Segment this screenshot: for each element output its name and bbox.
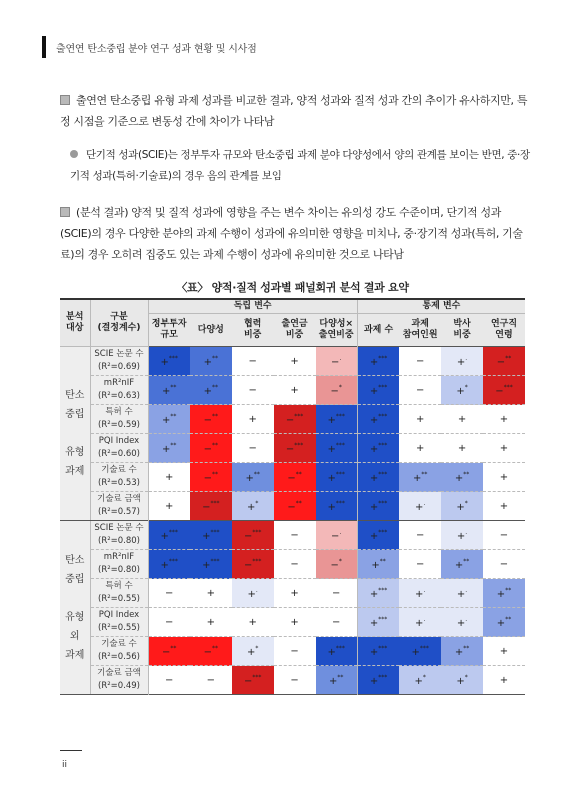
result-cell: +* (399, 666, 441, 695)
result-cell: + (148, 492, 190, 521)
result-cell: +** (483, 608, 525, 637)
result-cell: +** (399, 463, 441, 492)
result-cell: +*** (357, 608, 399, 637)
result-cell: − (148, 579, 190, 608)
result-cell: +*** (190, 521, 232, 550)
result-cell: − (148, 608, 190, 637)
result-cell: +** (232, 463, 274, 492)
result-cell: +** (190, 376, 232, 405)
result-cell: − (399, 347, 441, 376)
summary-paragraph-1 (60, 90, 530, 132)
result-cell: + (399, 434, 441, 463)
header-col-3: 출연금 비중 (274, 314, 316, 347)
result-cell: − (232, 347, 274, 376)
result-cell: +*** (357, 376, 399, 405)
result-cell: − (316, 579, 358, 608)
header-col-0: 정부투자 규모 (148, 314, 190, 347)
footer-rule (60, 750, 82, 751)
table-row (60, 492, 525, 521)
table-row (60, 666, 525, 695)
group-label: 탄소 중립 유형 과제 (60, 347, 90, 521)
result-cell: +*** (190, 550, 232, 579)
result-cell: + (190, 608, 232, 637)
header-col-8: 연구직 연령 (483, 314, 525, 347)
header-title: 출연연 탄소중립 분야 연구 성과 현황 및 시사점 (56, 44, 257, 55)
result-cell: −*** (190, 492, 232, 521)
result-cell: +*** (357, 492, 399, 521)
table-row (60, 521, 525, 550)
result-cell: +* (232, 492, 274, 521)
result-cell: +* (441, 376, 483, 405)
result-cell: − (483, 550, 525, 579)
result-cell: + (274, 347, 316, 376)
header-analysis-target: 분석 대상 (60, 299, 90, 347)
row-label: 기술료 금액 (R²=0.57) (90, 492, 148, 521)
result-cell: +* (441, 492, 483, 521)
table-row (60, 579, 525, 608)
result-cell: −*** (483, 376, 525, 405)
result-cell: + (483, 463, 525, 492)
table-row (60, 434, 525, 463)
result-cell: +*** (316, 434, 358, 463)
header-col-5: 과제 수 (357, 314, 399, 347)
result-cell: − (399, 376, 441, 405)
result-cell: +*** (357, 637, 399, 666)
result-cell: + (399, 405, 441, 434)
result-cell: +*** (357, 666, 399, 695)
result-cell: +. (441, 347, 483, 376)
result-cell: − (274, 666, 316, 695)
result-cell: − (483, 521, 525, 550)
result-cell: −** (190, 405, 232, 434)
row-label: PQI Index (R²=0.55) (90, 608, 148, 637)
result-cell: − (232, 376, 274, 405)
result-cell: − (399, 550, 441, 579)
row-label: 기술료 금액 (R²=0.49) (90, 666, 148, 695)
result-cell: + (441, 405, 483, 434)
result-cell: +* (441, 666, 483, 695)
table-row (60, 608, 525, 637)
row-label: SCIE 논문 수 (R²=0.69) (90, 347, 148, 376)
result-cell: −* (316, 376, 358, 405)
result-cell: +*** (148, 347, 190, 376)
sub-point-text: 단기적 성과(SCIE)는 정부투자 규모와 탄소중립 과제 분야 다양성에서 양의 관계를 보이는 반면, 중·장기적 성과(특허·기술료)의 경우 음의 관계를 보임 (70, 149, 530, 182)
result-cell: + (483, 405, 525, 434)
result-cell: + (232, 608, 274, 637)
result-cell: −. (316, 521, 358, 550)
result-cell: + (483, 637, 525, 666)
page-number: ii (62, 760, 68, 770)
row-label: 기술료 수 (R²=0.53) (90, 463, 148, 492)
header-independent-vars: 독립 변수 (148, 299, 357, 314)
result-cell: +*** (357, 347, 399, 376)
result-cell: − (190, 666, 232, 695)
result-cell: + (274, 608, 316, 637)
row-label: 기술료 수 (R²=0.56) (90, 637, 148, 666)
header-category: 구분 (결정계수) (90, 299, 148, 347)
result-cell: + (274, 376, 316, 405)
result-cell: −*** (274, 434, 316, 463)
result-cell: +** (148, 405, 190, 434)
running-header (42, 36, 542, 58)
group-label: 탄소 중립 유형 외 과제 (60, 521, 90, 695)
result-cell: +*** (148, 521, 190, 550)
result-cell: + (274, 579, 316, 608)
table-row (60, 637, 525, 666)
result-cell: +*** (148, 550, 190, 579)
result-cell: − (274, 521, 316, 550)
result-cell: +** (357, 550, 399, 579)
result-cell: + (483, 492, 525, 521)
result-cell: + (441, 434, 483, 463)
result-cell: +*** (316, 405, 358, 434)
result-cell: +. (441, 521, 483, 550)
table-row (60, 347, 525, 376)
header-col-6: 과제 참여인원 (399, 314, 441, 347)
result-cell: +** (441, 463, 483, 492)
result-cell: +* (232, 637, 274, 666)
result-cell: − (148, 666, 190, 695)
result-cell: − (316, 608, 358, 637)
table-row (60, 405, 525, 434)
result-cell: + (190, 579, 232, 608)
result-cell: + (483, 434, 525, 463)
regression-results-table (60, 298, 525, 695)
result-cell: +*** (316, 463, 358, 492)
paragraph-text: 출연연 탄소중립 유형 과제 성과를 비교한 결과, 양적 성과와 질적 성과 간의 추이가 유사하지만, 특정 시점을 기준으로 변동성 간에 차이가 나타남 (60, 94, 528, 128)
result-cell: +** (148, 376, 190, 405)
result-cell: +*** (357, 434, 399, 463)
result-cell: −** (274, 463, 316, 492)
header-col-1: 다양성 (190, 314, 232, 347)
result-cell: +. (441, 608, 483, 637)
result-cell: + (232, 405, 274, 434)
result-cell: −* (316, 550, 358, 579)
header-control-vars: 통제 변수 (357, 299, 525, 314)
table-row (60, 376, 525, 405)
result-cell: −** (190, 637, 232, 666)
summary-paragraph-2 (60, 202, 530, 265)
paragraph-text: (분석 결과) 양적 및 질적 성과에 영향을 주는 변수 차이는 유의성 강도 수준이며, 단기적 성과(SCIE)의 경우 다양한 분야의 과제 수행이 성과에 유의미한 영향을 미치나, 중·장기적 성과(특허, 기술료)의 경우 오히려 집중도 있는 과제 수행이 성과에 유의미한 것으로 나타남 (60, 206, 523, 261)
result-cell: +*** (357, 521, 399, 550)
result-cell: +. (399, 492, 441, 521)
header-col-4: 다양성× 출연비중 (316, 314, 358, 347)
result-cell: −** (483, 347, 525, 376)
result-cell: +*** (357, 579, 399, 608)
result-cell: +** (483, 579, 525, 608)
table-row (60, 550, 525, 579)
row-label: 특허 수 (R²=0.59) (90, 405, 148, 434)
result-cell: +*** (316, 637, 358, 666)
result-cell: −. (316, 347, 358, 376)
row-label: SCIE 논문 수 (R²=0.80) (90, 521, 148, 550)
result-cell: +*** (357, 405, 399, 434)
header-bar (42, 36, 46, 58)
result-cell: +*** (316, 492, 358, 521)
circle-bullet-icon (70, 150, 78, 158)
result-cell: − (399, 521, 441, 550)
result-cell: + (148, 463, 190, 492)
result-cell: −** (274, 492, 316, 521)
row-label: mR²nIF (R²=0.80) (90, 550, 148, 579)
result-cell: +. (399, 608, 441, 637)
result-cell: −*** (232, 521, 274, 550)
header-col-2: 협력 비중 (232, 314, 274, 347)
result-cell: +** (441, 637, 483, 666)
header-col-7: 박사 비중 (441, 314, 483, 347)
result-cell: −*** (274, 405, 316, 434)
result-cell: +. (441, 579, 483, 608)
table-caption: 〈표〉 양적·질적 성과별 패널회귀 분석 결과 요약 (176, 281, 409, 294)
square-bullet-icon (60, 207, 70, 217)
result-cell: +** (441, 550, 483, 579)
result-cell: +** (316, 666, 358, 695)
result-cell: −*** (232, 550, 274, 579)
result-cell: +. (399, 579, 441, 608)
row-label: PQI Index (R²=0.60) (90, 434, 148, 463)
result-cell: +*** (357, 463, 399, 492)
sub-point (70, 145, 530, 187)
result-cell: −** (190, 463, 232, 492)
row-label: 특허 수 (R²=0.55) (90, 579, 148, 608)
result-cell: + (483, 666, 525, 695)
row-label: mR²nIF (R²=0.63) (90, 376, 148, 405)
result-cell: +** (148, 434, 190, 463)
result-cell: − (274, 637, 316, 666)
result-cell: −** (148, 637, 190, 666)
table-row (60, 463, 525, 492)
square-bullet-icon (60, 95, 70, 105)
result-cell: −*** (232, 666, 274, 695)
result-cell: +. (232, 579, 274, 608)
result-cell: +*** (399, 637, 441, 666)
result-cell: − (232, 434, 274, 463)
result-cell: +** (190, 347, 232, 376)
result-cell: − (274, 550, 316, 579)
result-cell: −** (190, 434, 232, 463)
